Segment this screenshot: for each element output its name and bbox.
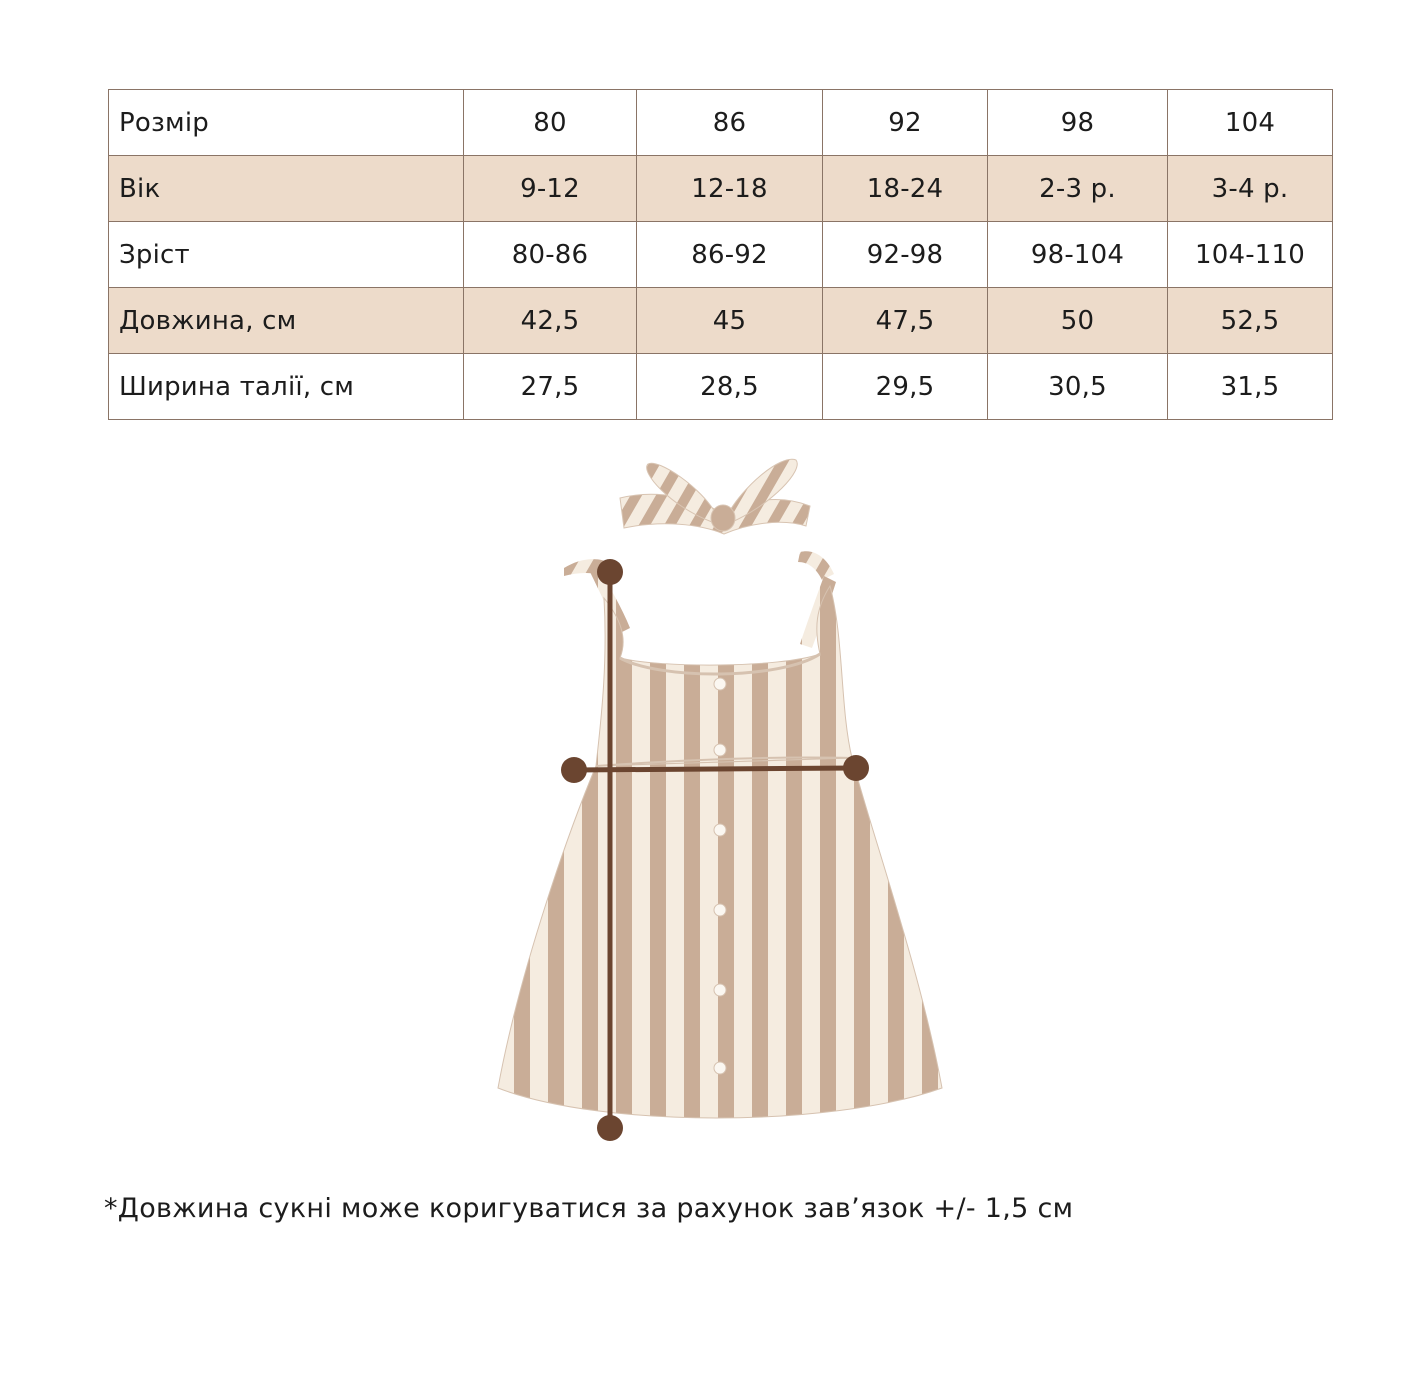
length-bottom-dot [597, 1115, 623, 1141]
cell: 29,5 [823, 354, 988, 420]
cell: 12-18 [637, 156, 823, 222]
cell: 92-98 [823, 222, 988, 288]
cell: 104-110 [1168, 222, 1333, 288]
waist-measure-line [574, 768, 856, 770]
dress-measurement-illustration [480, 448, 960, 1148]
cell: 30,5 [988, 354, 1168, 420]
cell: 98 [988, 90, 1168, 156]
size-chart-table [108, 89, 1333, 420]
cell: 104 [1168, 90, 1333, 156]
row-label-waist-width: Ширина талії, см [109, 354, 464, 420]
cell: 86-92 [637, 222, 823, 288]
cell: 45 [637, 288, 823, 354]
waist-left-dot [561, 757, 587, 783]
row-waist-width [109, 354, 1333, 420]
cell: 9-12 [464, 156, 637, 222]
row-height [109, 222, 1333, 288]
cell: 80-86 [464, 222, 637, 288]
cell: 31,5 [1168, 354, 1333, 420]
length-top-dot [597, 559, 623, 585]
cell: 50 [988, 288, 1168, 354]
waist-right-dot [843, 755, 869, 781]
row-label-height: Зріст [109, 222, 464, 288]
row-label-age: Вік [109, 156, 464, 222]
cell: 28,5 [637, 354, 823, 420]
cell: 92 [823, 90, 988, 156]
cell: 98-104 [988, 222, 1168, 288]
cell: 86 [637, 90, 823, 156]
cell: 18-24 [823, 156, 988, 222]
row-age [109, 156, 1333, 222]
cell: 3-4 р. [1168, 156, 1333, 222]
cell: 52,5 [1168, 288, 1333, 354]
footnote: *Довжина сукні може коригуватися за рахунок зав’язок +/- 1,5 см [104, 1193, 1074, 1224]
cell: 2-3 р. [988, 156, 1168, 222]
row-label-size: Розмір [109, 90, 464, 156]
headband [620, 459, 810, 534]
row-size [109, 90, 1333, 156]
cell: 42,5 [464, 288, 637, 354]
cell: 47,5 [823, 288, 988, 354]
cell: 80 [464, 90, 637, 156]
cell: 27,5 [464, 354, 637, 420]
row-length [109, 288, 1333, 354]
row-label-length: Довжина, см [109, 288, 464, 354]
